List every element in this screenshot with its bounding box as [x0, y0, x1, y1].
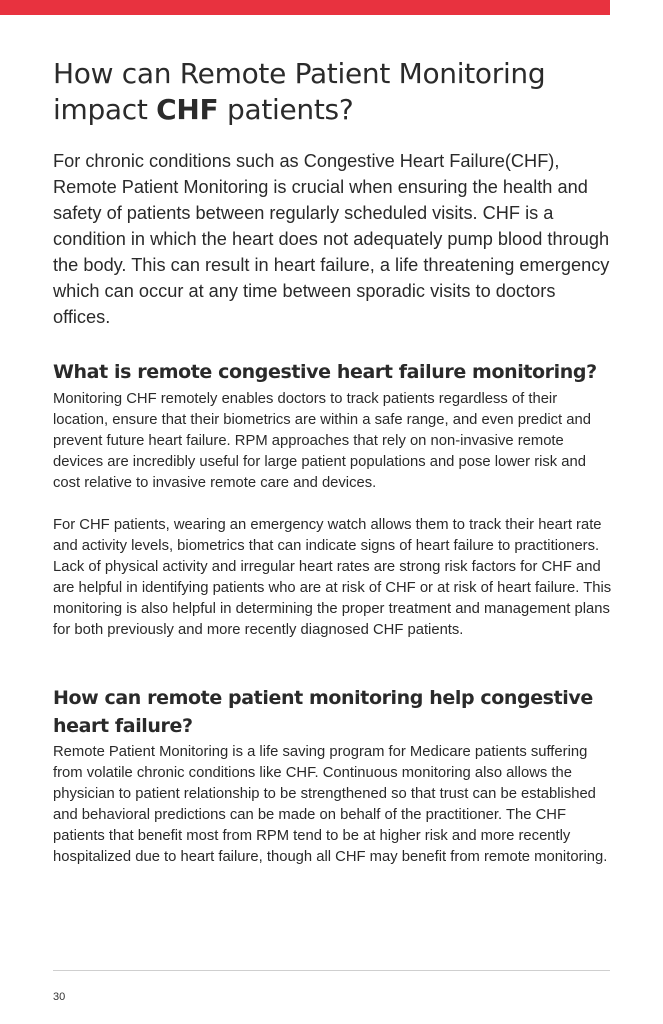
intro-paragraph: For chronic conditions such as Congestive Heart Failure(CHF), Remote Patient Monitoring is crucial when ensuring the health and safety of patients between regularly scheduled visits. CHF is a condition in which the heart does not adequately pump blood through the body. This can result in heart failure, a life threatening emergency which can occur at any time between sporadic visits to doctors offices. [53, 151, 610, 327]
section-heading-how-can: How can remote patient monitoring help congestive heart failure? [53, 687, 593, 737]
section-1-paragraph-1: Monitoring CHF remotely enables doctors to track patients regardless of their location, ensure that their biometrics are within a safe range, and even predict and prevent future heart failure. RPM approaches that rely on non-invasive remote devices are incredibly useful for large patient populations and pose lower risk and cost relative to invasive remote care and devices. [53, 391, 591, 491]
title-prefix: How can Remote Patient Monitoring impact [53, 57, 546, 126]
title-suffix: patients? [218, 93, 354, 126]
title-emphasis: CHF [156, 93, 219, 126]
top-accent-bar [0, 0, 610, 15]
section-2-paragraph-1: Remote Patient Monitoring is a life saving program for Medicare patients suffering from volatile chronic conditions like CHF. Continuous monitoring also allows the physician to patient relationship to be strengthened so that trust can be established and behavioral predictions can be made on behalf of the practitioner. The CHF patients that benefit most from RPM tend to be at higher risk and more recently hospitalized due to heart failure, though all CHF may benefit from remote monitoring. [53, 744, 608, 865]
page-number: 30 [53, 991, 66, 1003]
section-heading-what-is: What is remote congestive heart failure monitoring? [53, 361, 597, 383]
page-title [53, 56, 613, 128]
footer-divider [53, 970, 610, 971]
section-1-paragraph-2: For CHF patients, wearing an emergency watch allows them to track their heart rate and activity levels, biometrics that can indicate signs of heart failure to practitioners. Lack of physical activity and irregular heart rates are strong risk factors for CHF and are helpful in identifying patients who are at risk of CHF or at risk of heart failure. This monitoring is also helpful in determining the proper treatment and management plans for both previously and more recently diagnosed CHF patients. [53, 517, 612, 638]
